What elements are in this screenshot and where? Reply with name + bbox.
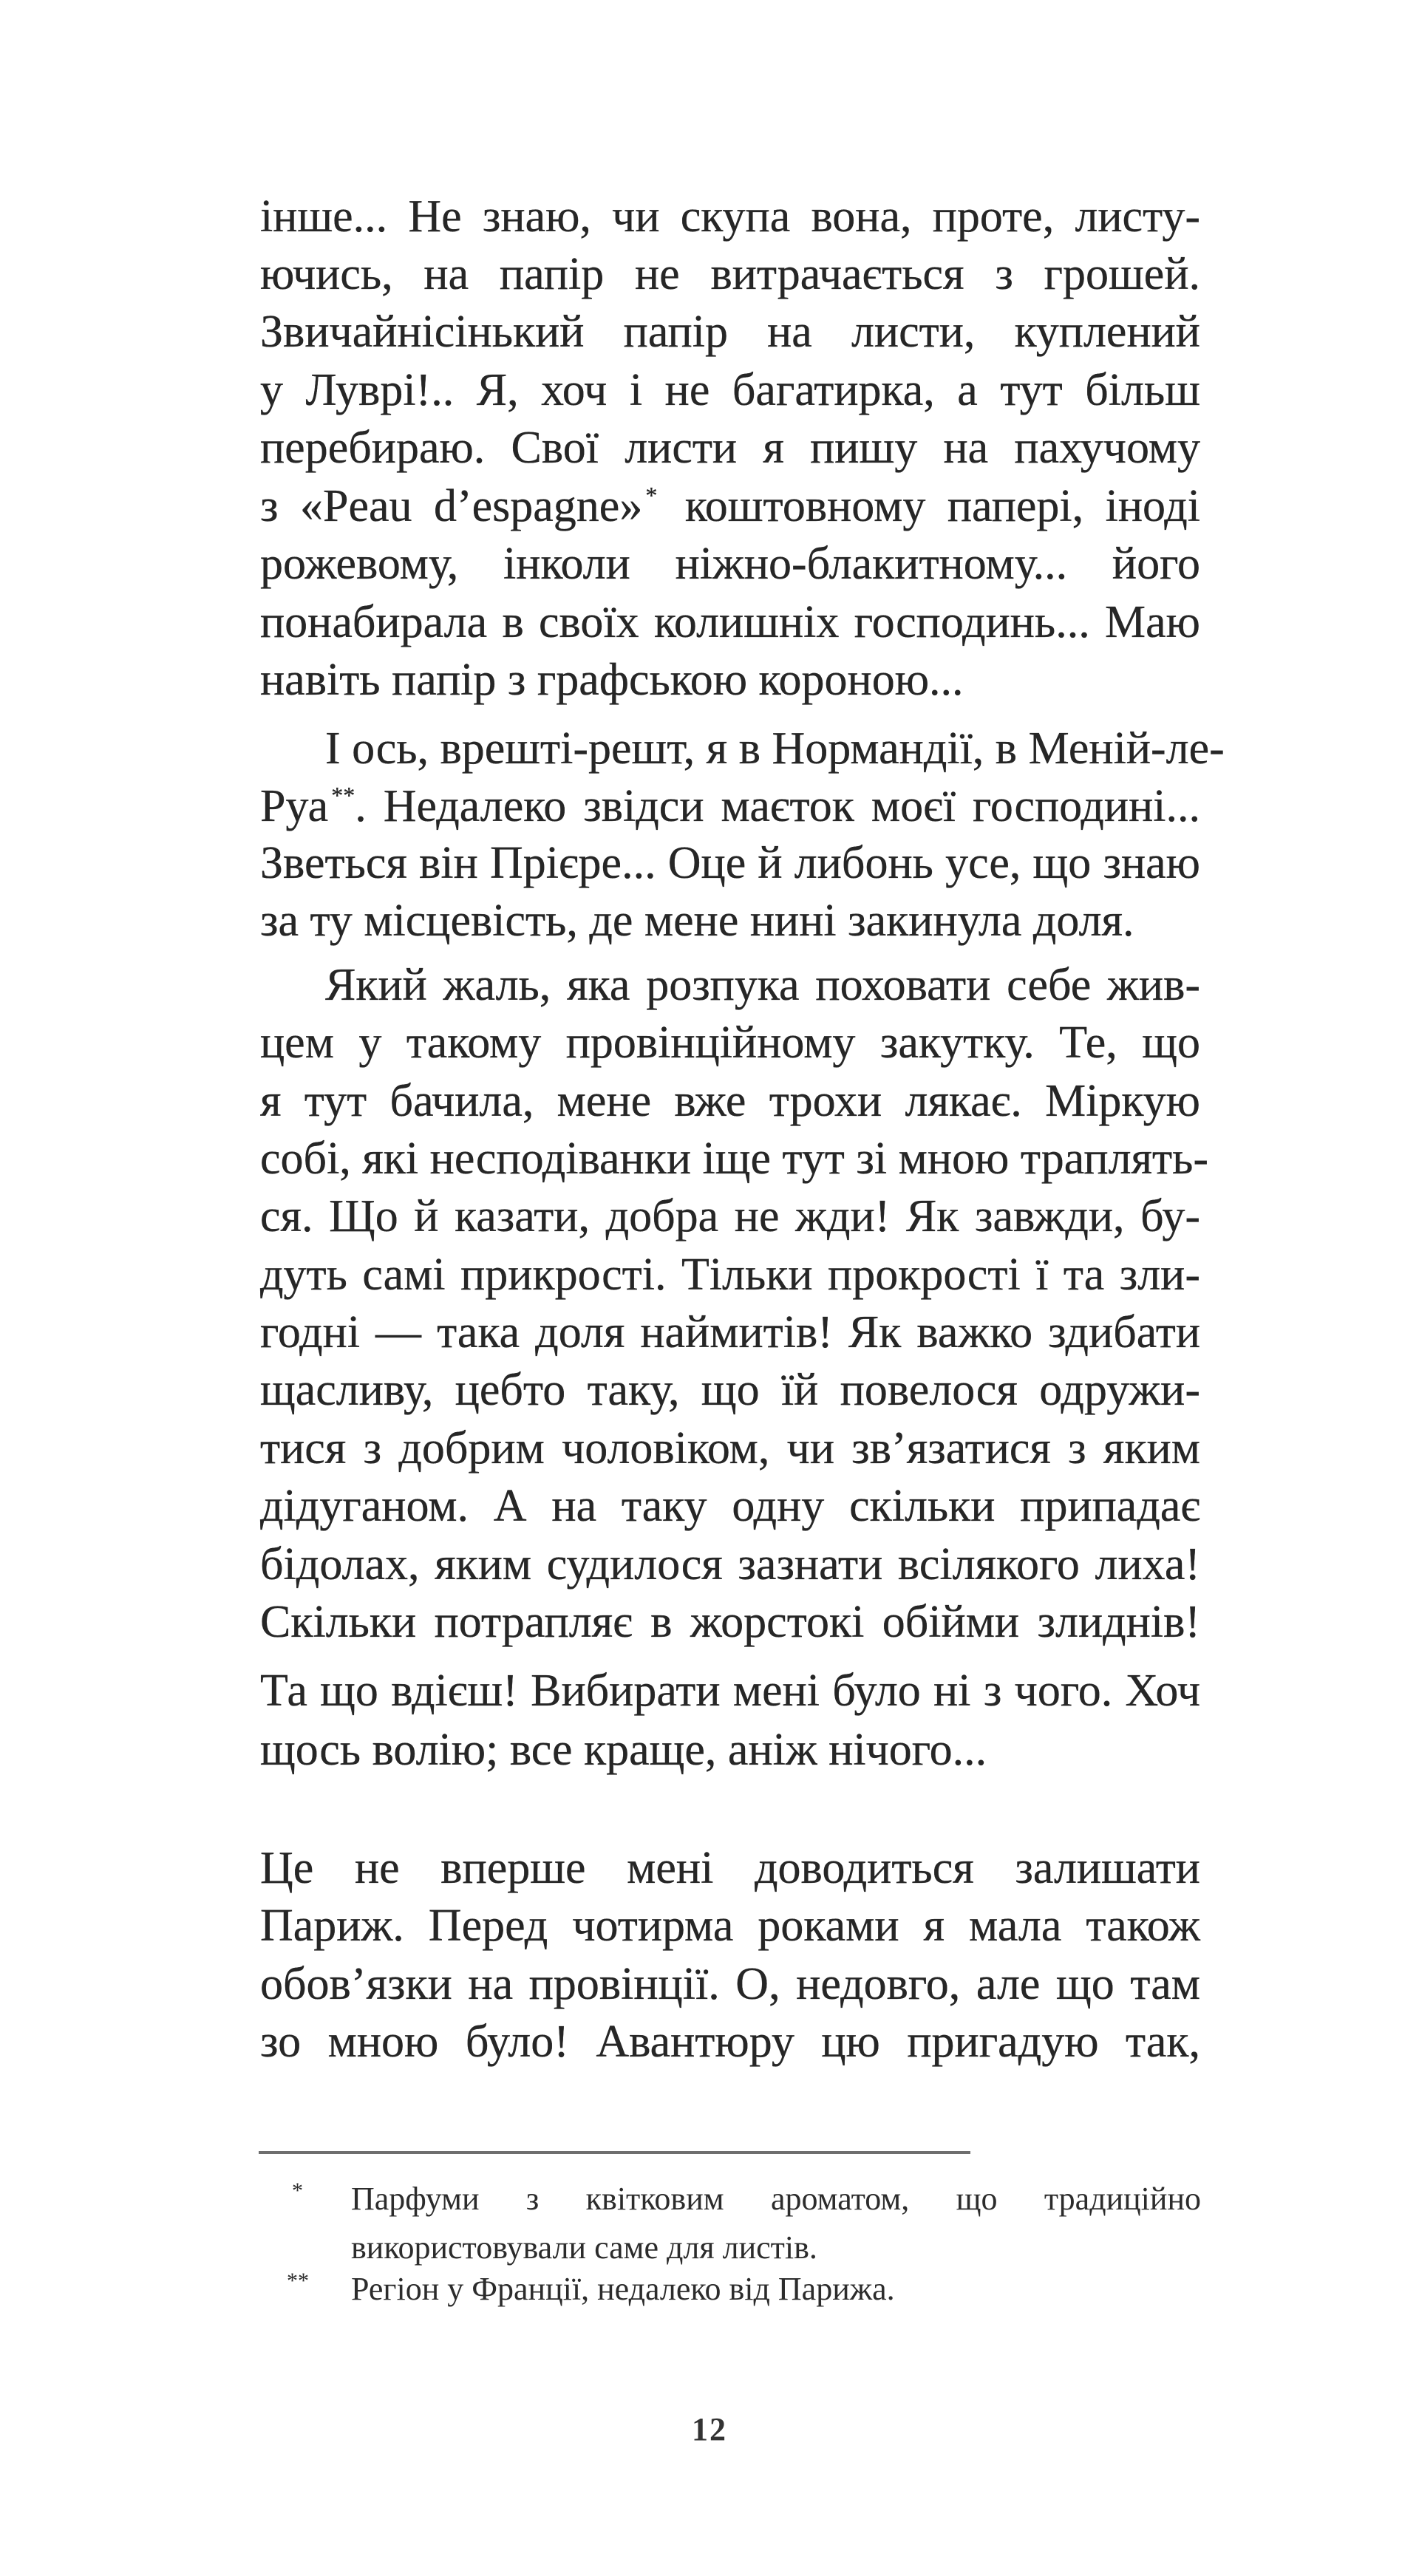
text-line: понабирала в своїх колишніх господинь... Маю — [260, 597, 1200, 647]
text-line: Скільки потрапляє в жорстокі обійми злиднів! — [260, 1597, 1200, 1647]
text-fragment: Руа — [260, 781, 329, 831]
text-line: Та що вдієш! Вибирати мені було ні з чого. Хоч — [260, 1666, 1200, 1716]
paragraph-first-line: Який жаль, яка розпука поховати себе жив- — [325, 960, 1200, 1010]
paragraph-first-line: І ось, врешті-решт, я в Нормандії, в Меній-ле- — [325, 723, 1225, 774]
text-line: дуть самі прикрості. Тільки прокрості ї та зли- — [260, 1250, 1200, 1300]
page-number: 12 — [692, 2411, 727, 2447]
text-line: обов’язки на провінції. О, недовго, але що там — [260, 1959, 1200, 2009]
text-line: інше... Не знаю, чи скупа вона, проте, листу- — [260, 191, 1200, 242]
text-line: навіть папір з графською короною... — [260, 655, 964, 705]
footnote-ref-1[interactable]: * — [645, 482, 658, 508]
text-fragment: . Недалеко звідси маєток моєї господині... — [355, 781, 1200, 831]
text-line: ся. Що й казати, добра не жди! Як завжди, бу- — [260, 1191, 1200, 1241]
text-line: Париж. Перед чотирма роками я мала також — [260, 1901, 1200, 1951]
footnote-text: використовували саме для листів. — [351, 2229, 817, 2266]
footnote-text: Парфуми з квітковим ароматом, що традиційно — [351, 2181, 1201, 2217]
text-line: зо мною було! Авантюру цю пригадую так, — [260, 2017, 1200, 2067]
text-line-with-footnote-ref — [260, 777, 1200, 835]
text-line: годні — така доля наймитів! Як важко здибати — [260, 1307, 1200, 1357]
text-fragment: коштовному папері, іноді — [684, 481, 1201, 531]
text-line: за ту місцевість, де мене нині закинула доля. — [260, 896, 1134, 946]
text-line: Зветься він Прієре... Оце й либонь усе, що знаю — [260, 838, 1200, 888]
footnote-ref-2[interactable]: ** — [331, 782, 355, 808]
text-line: у Луврі!.. Я, хоч і не багатирка, а тут більш — [260, 365, 1200, 415]
footnote-marker: ** — [287, 2269, 309, 2293]
text-line: щось волію; все краще, аніж нічого... — [260, 1725, 987, 1775]
text-line-with-footnote-ref — [260, 477, 1200, 535]
section-first-line: Це не вперше мені доводиться залишати — [260, 1843, 1200, 1893]
text-line: рожевому, інколи ніжно-блакитному... його — [260, 539, 1200, 589]
text-line: щасливу, цебто таку, що їй повелося одружи- — [260, 1365, 1200, 1415]
footnote-text: Регіон у Франції, недалеко від Парижа. — [351, 2271, 895, 2307]
text-fragment: з «Peau d’espagne» — [260, 481, 643, 531]
footnote-separator — [259, 2151, 970, 2154]
text-line: собі, які несподіванки іще тут зі мною траплять- — [260, 1134, 1209, 1184]
text-line: Звичайнісінький папір на листи, куплений — [260, 307, 1200, 357]
text-line: я тут бачила, мене вже трохи лякає. Міркую — [260, 1076, 1200, 1126]
text-line: перебираю. Свої листи я пишу на пахучому — [260, 423, 1200, 473]
footnote-marker: * — [292, 2178, 303, 2203]
text-line: тися з добрим чоловіком, чи зв’язатися з яким — [260, 1423, 1200, 1473]
text-line: бідолах, яким судилося зазнати всілякого лиха! — [260, 1539, 1200, 1589]
text-line: ючись, на папір не витрачається з грошей. — [260, 249, 1200, 299]
text-line: дідуганом. А на таку одну скільки припадає — [260, 1481, 1200, 1531]
text-line: цем у такому провінційному закутку. Те, що — [260, 1018, 1200, 1068]
